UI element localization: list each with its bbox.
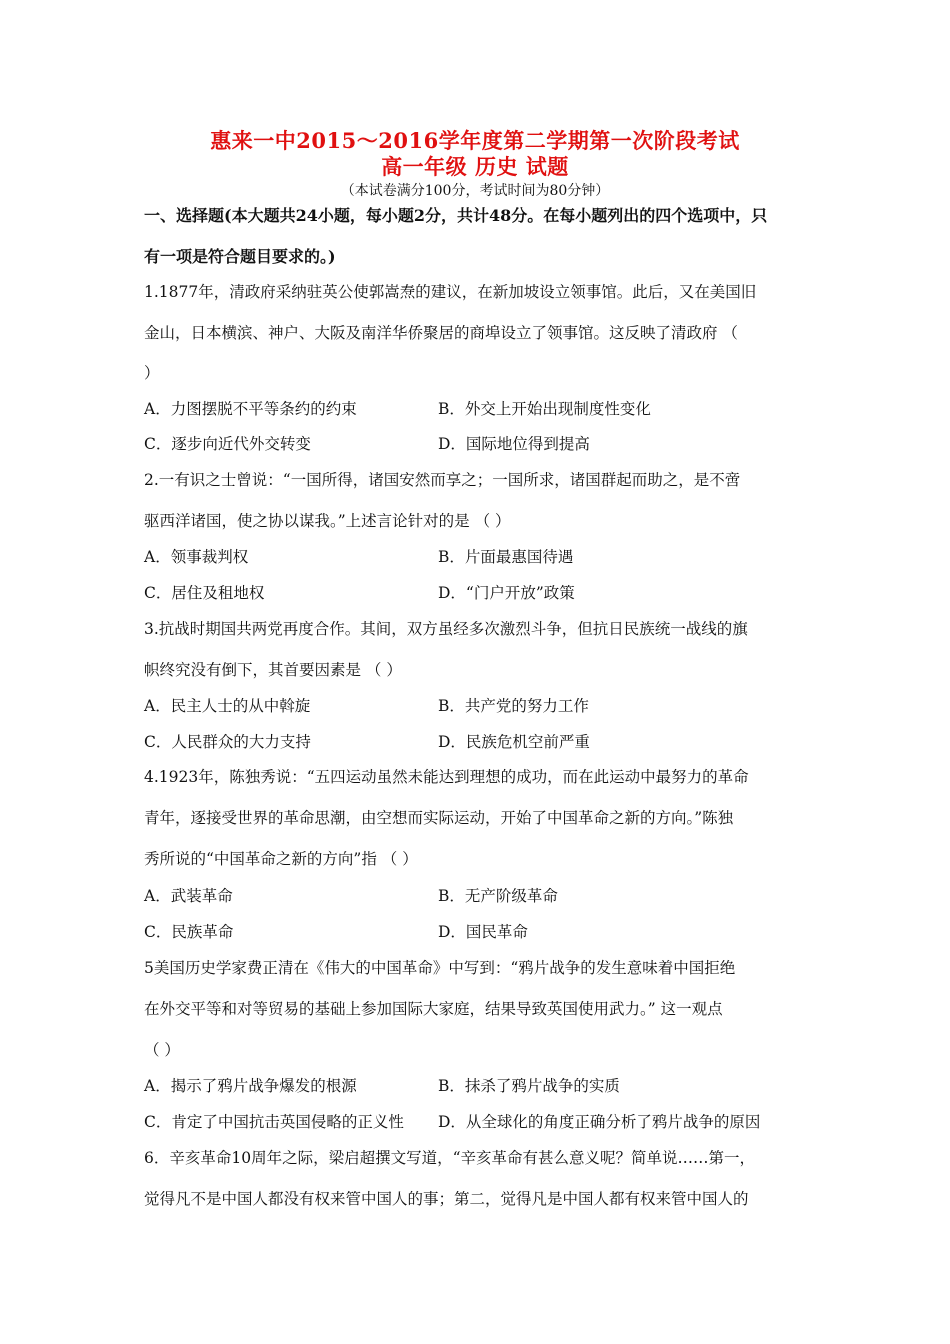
question-4-option-c: C．民族革命	[144, 923, 234, 941]
question-5-text: （ ）	[144, 1041, 180, 1059]
question-3-text: 3.抗战时期国共两党再度合作。其间，双方虽经多次激烈斗争，但抗日民族统一战线的旗	[144, 620, 748, 638]
question-4-text: 4.1923年，陈独秀说：“五四运动虽然未能达到理想的成功，而在此运动中最努力的革命	[144, 768, 749, 786]
question-5-option-d: D．从全球化的角度正确分析了鸦片战争的原因	[438, 1113, 761, 1131]
exam-title: 惠来一中2015～2016学年度第二学期第一次阶段考试	[210, 128, 740, 153]
section-heading: 一、选择题(本大题共24小题，每小题2分，共计48分。在每小题列出的四个选项中，只	[144, 206, 768, 225]
question-3-text: 帜终究没有倒下，其首要因素是 （ ）	[144, 661, 402, 679]
section-heading-cont: 有一项是符合题目要求的。)	[144, 247, 336, 266]
question-1-option-d: D．国际地位得到提高	[438, 435, 590, 453]
exam-note: （本试卷满分100分，考试时间为80分钟）	[340, 183, 610, 199]
question-1-option-a: A．力图摆脱不平等条约的约束	[144, 400, 357, 418]
question-4-option-d: D．国民革命	[438, 923, 528, 941]
question-1-option-b: B．外交上开始出现制度性变化	[438, 400, 651, 418]
question-5-text: 在外交平等和对等贸易的基础上参加国际大家庭，结果导致英国使用武力。” 这一观点	[144, 1000, 723, 1018]
question-3-option-a: A．民主人士的从中斡旋	[144, 697, 311, 715]
question-4-option-b: B．无产阶级革命	[438, 887, 558, 905]
question-1-text: 金山，日本横滨、神户、大阪及南洋华侨聚居的商埠设立了领事馆。这反映了清政府 （	[144, 324, 738, 342]
question-2-option-c: C．居住及租地权	[144, 584, 265, 602]
question-5-option-a: A．揭示了鸦片战争爆发的根源	[144, 1077, 357, 1095]
question-5-option-b: B．抹杀了鸦片战争的实质	[438, 1077, 620, 1095]
question-1-option-c: C．逐步向近代外交转变	[144, 435, 311, 453]
question-2-option-b: B．片面最惠国待遇	[438, 548, 574, 566]
question-6-text: 觉得凡不是中国人都没有权来管中国人的事；第二，觉得凡是中国人都有权来管中国人的	[144, 1190, 749, 1208]
question-2-text: 2.一有识之士曾说：“一国所得，诸国安然而享之；一国所求，诸国群起而助之，是不啻	[144, 471, 741, 489]
question-5-text: 5美国历史学家费正清在《伟大的中国革命》中写到：“鸦片战争的发生意味着中国拒绝	[144, 959, 736, 977]
question-2-option-a: A．领事裁判权	[144, 548, 249, 566]
question-4-text: 青年，逐接受世界的革命思潮，由空想而实际运动，开始了中国革命之新的方向。”陈独	[144, 809, 734, 827]
question-2-option-d: D．“门户开放”政策	[438, 584, 575, 602]
question-3-option-d: D．民族危机空前严重	[438, 733, 590, 751]
question-4-option-a: A．武装革命	[144, 887, 233, 905]
question-4-text: 秀所说的“中国革命之新的方向”指 （ ）	[144, 850, 418, 868]
question-1-text: ）	[144, 364, 160, 382]
exam-subtitle: 高一年级 历史 试题	[381, 154, 569, 179]
question-3-option-c: C．人民群众的大力支持	[144, 733, 311, 751]
question-3-option-b: B．共产党的努力工作	[438, 697, 589, 715]
question-6-text: 6．辛亥革命10周年之际，梁启超撰文写道，“辛亥革命有甚么意义呢？简单说……第一，	[144, 1149, 756, 1167]
question-1-text: 1.1877年，清政府采纳驻英公使郭嵩焘的建议，在新加坡设立领事馆。此后，又在美国旧	[144, 283, 757, 301]
question-5-option-c: C．肯定了中国抗击英国侵略的正义性	[144, 1113, 404, 1131]
question-2-text: 驱西洋诸国，使之协以谋我。”上述言论针对的是 （ ）	[144, 512, 511, 530]
